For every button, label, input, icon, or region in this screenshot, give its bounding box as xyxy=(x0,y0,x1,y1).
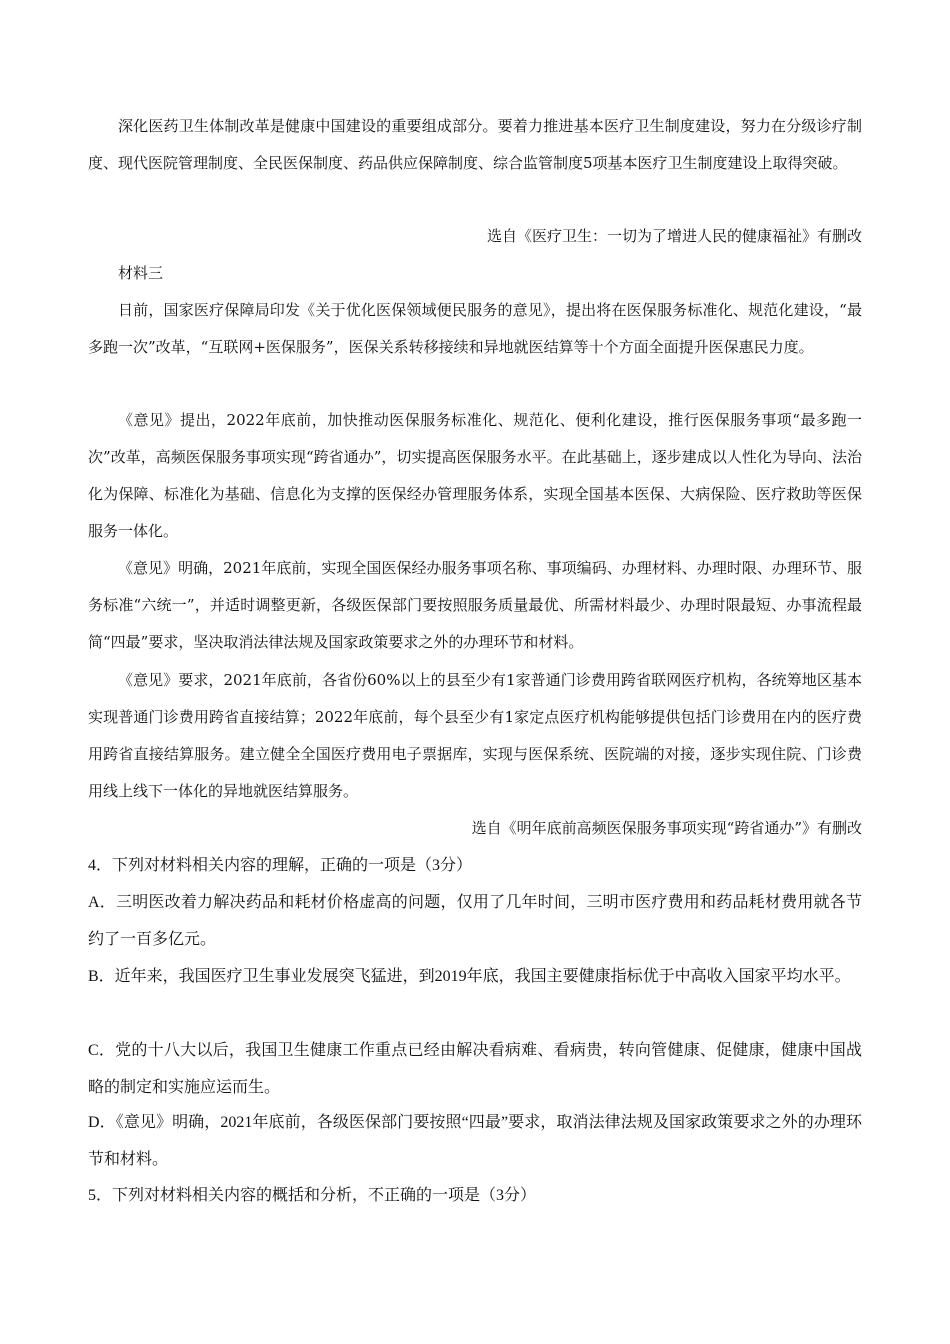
question-4-option-b: B．近年来，我国医疗卫生事业发展突飞猛进，到2019年底，我国主要健康指标优于中高收入国家平均水平。 xyxy=(88,968,851,985)
material-three-source: 选自《明年底前高频医保服务事项实现“跨省通办”》有删改 xyxy=(471,819,862,837)
material-three-paragraph-2: 《意见》提出，2022年底前，加快推动医保服务标准化、规范化、便利化建设，推行医保服务事项“最多跑一次”改革，高频医保服务事项实现“跨省通办”，切实提高医保服务水平。在此基础上，逐步建成以人性化为导向、法治化为保障、标准化为基础、信息化为支撑的医保经办管理服务体系，实现全国基本医保、大病保险、医疗救助等医保服务一体化。 xyxy=(88,411,862,540)
question-4-option-c: C．党的十八大以后，我国卫生健康工作重点已经由解决看病难、看病贵，转向管健康、促健康，健康中国战略的制定和实施应运而生。 xyxy=(88,1042,862,1096)
material-two-source: 选自《医疗卫生：一切为了增进人民的健康福祉》有删改 xyxy=(486,227,862,245)
material-three-paragraph-4: 《意见》要求，2021年底前，各省份60%以上的县至少有1家普通门诊费用跨省联网医疗机构，各统筹地区基本实现普通门诊费用跨省直接结算；2022年底前，每个县至少有1家定点医疗机构能够提供包括门诊费用在内的医疗费用跨省直接结算服务。建立健全全国医疗费用电子票据库，实现与医保系统、医院端的对接，逐步实现住院、门诊费用线上线下一体化的异地就医结算服务。 xyxy=(88,671,862,800)
question-4-option-a: A．三明医改着力解决药品和耗材价格虚高的问题，仅用了几年时间，三明市医疗费用和药品耗材费用就各节约了一百多亿元。 xyxy=(88,894,862,948)
material-two-paragraph: 深化医药卫生体制改革是健康中国建设的重要组成部分。要着力推进基本医疗卫生制度建设，努力在分级诊疗制度、现代医院管理制度、全民医保制度、药品供应保障制度、综合监管制度5项基本医疗卫生制度建设上取得突破。 xyxy=(88,117,862,172)
question-4-option-d: D．《意见》明确，2021年底前，各级医保部门要按照“四最”要求，取消法律法规及国家政策要求之外的办理环节和材料。 xyxy=(88,1114,862,1168)
question-4-stem: 4．下列对材料相关内容的理解，正确的一项是（3分） xyxy=(88,857,473,874)
material-three-label: 材料三 xyxy=(118,264,164,282)
material-three-paragraph-3: 《意见》明确，2021年底前，实现全国医保经办服务事项名称、事项编码、办理材料、办理时限、办理环节、服务标准“六统一”，并适时调整更新，各级医保部门要按照服务质量最优、所需材料最少、办理时限最短、办事流程最简“四最”要求，坚决取消法律法规及国家政策要求之外的办理环节和材料。 xyxy=(88,559,862,651)
material-three-paragraph-1: 日前，国家医疗保障局印发《关于优化医保领域便民服务的意见》，提出将在医保服务标准化、规范化建设，“最多跑一次”改革，“互联网+医保服务”，医保关系转移接续和异地就医结算等十个方面全面提升医保惠民力度。 xyxy=(88,301,862,356)
question-5-stem: 5．下列对材料相关内容的概括和分析，不正确的一项是（3分） xyxy=(88,1187,537,1204)
